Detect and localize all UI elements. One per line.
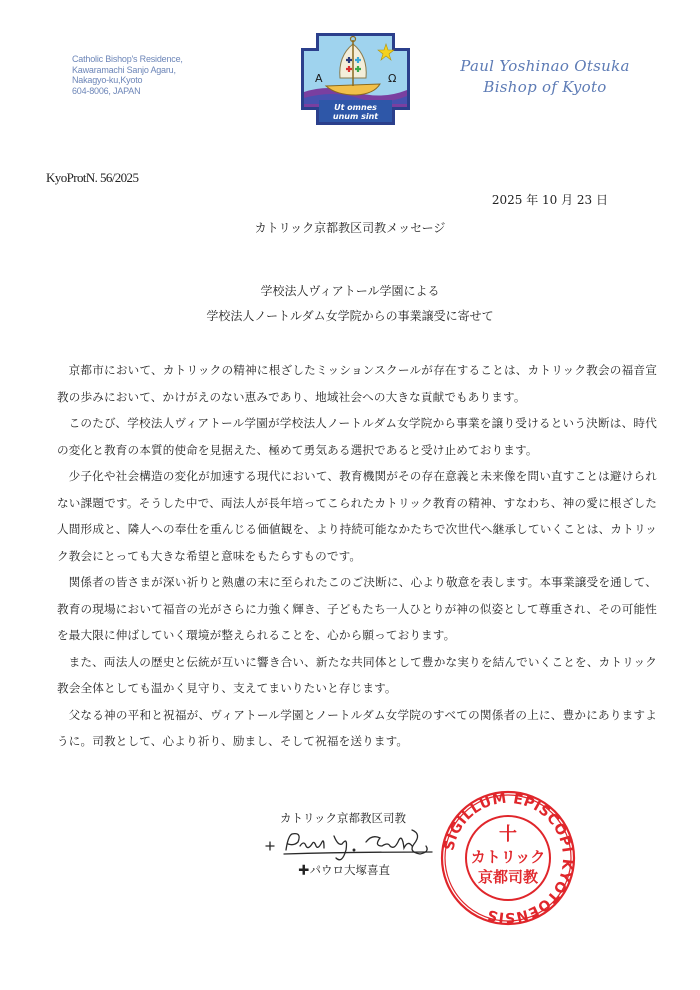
letter-body bbox=[57, 357, 657, 755]
paragraph: 父なる神の平和と祝福が、ヴィアトール学園とノートルダム女学院のすべての関係者の上に、豊かにありますように。司教として、心より祈り、励まし、そして祝福を送ります。 bbox=[57, 707, 657, 748]
alpha-symbol: A bbox=[315, 72, 323, 85]
document-subtitle bbox=[0, 279, 700, 329]
protocol-number: KyoProtN. 56/2025 bbox=[46, 170, 139, 185]
omega-symbol: Ω bbox=[388, 72, 397, 85]
bishop-title: Bishop of Kyoto bbox=[483, 78, 607, 96]
subtitle-line: 学校法人ヴィアトール学園による bbox=[260, 284, 440, 298]
sender-address bbox=[72, 54, 183, 96]
handwritten-signature bbox=[262, 826, 437, 866]
paragraph: 関係者の皆さまが深い祈りと熟慮の末に至られたこのご決断に、心より敬意を表します。本事業譲受を通して、教育の現場において福音の光がさらに力強く輝き、子どもたち一人ひとりが神の似姿として尊重され、その可能性を最大限に伸ばしていく環境が整えられることを、心から願っております。 bbox=[57, 575, 657, 642]
episcopal-seal-icon bbox=[428, 788, 588, 928]
address-line: Nakagyo-ku,Kyoto bbox=[72, 75, 143, 85]
seal-cross: 十 bbox=[499, 824, 517, 845]
document-date: 2025 年 10 月 23 日 bbox=[491, 193, 608, 207]
crest-motto-line1: Ut omnes bbox=[334, 103, 377, 112]
signatory-organization: カトリック京都教区司教 bbox=[280, 811, 407, 825]
paragraph: 京都市において、カトリックの精神に根ざしたミッションスクールが存在することは、カトリック教会の福音宣教の歩みにおいて、かけがえのない恵みであり、地域社会への大きな貢献でもあります。 bbox=[57, 363, 657, 404]
seal-outer-text: SIGILLUM EPISCOPI KYOTOENSIS bbox=[441, 790, 576, 926]
paragraph: このたび、学校法人ヴィアトール学園が学校法人ノートルダム女学院から事業を譲り受けるという決断は、時代の変化と教育の本質的使命を見据えた、極めて勇気ある選択であると受け止めております。 bbox=[57, 416, 657, 457]
seal-center-line1: カトリック bbox=[470, 848, 546, 866]
bishop-header bbox=[430, 56, 660, 98]
message-title: カトリック京都教区司教メッセージ bbox=[254, 221, 446, 235]
diocese-crest-icon bbox=[298, 30, 413, 128]
crest-motto-line2: unum sint bbox=[332, 112, 379, 121]
seal-center-line2: 京都司教 bbox=[477, 868, 539, 886]
paragraph: 少子化や社会構造の変化が加速する現代において、教育機関がその存在意義と未来像を問い直すことは避けられない課題です。そうした中で、両法人が長年培ってこられたカトリック教育の精神、すなわち、神の愛に根ざした人間形成と、隣人への奉仕を重んじる価値観を、より持続可能なかたちで次世代へ継承していくことは、カトリック教会にとっても大きな希望と意味をもたらすものです。 bbox=[57, 469, 657, 563]
paragraph: また、両法人の歴史と伝統が互いに響き合い、新たな共同体として豊かな実りを結んでいくことを、カトリック教会全体としても温かく見守り、支えてまいりたいと存じます。 bbox=[57, 654, 657, 695]
address-line: Kawaramachi Sanjo Agaru, bbox=[72, 64, 176, 75]
bishop-name: Paul Yoshinao Otsuka bbox=[460, 57, 630, 75]
address-line: 604-8006, JAPAN bbox=[72, 85, 141, 96]
subtitle-line: 学校法人ノートルダム女学院からの事業譲受に寄せて bbox=[206, 309, 494, 323]
signatory-name: ✚パウロ大塚喜直 bbox=[298, 863, 390, 877]
address-line: Catholic Bishop's Residence, bbox=[72, 54, 183, 64]
